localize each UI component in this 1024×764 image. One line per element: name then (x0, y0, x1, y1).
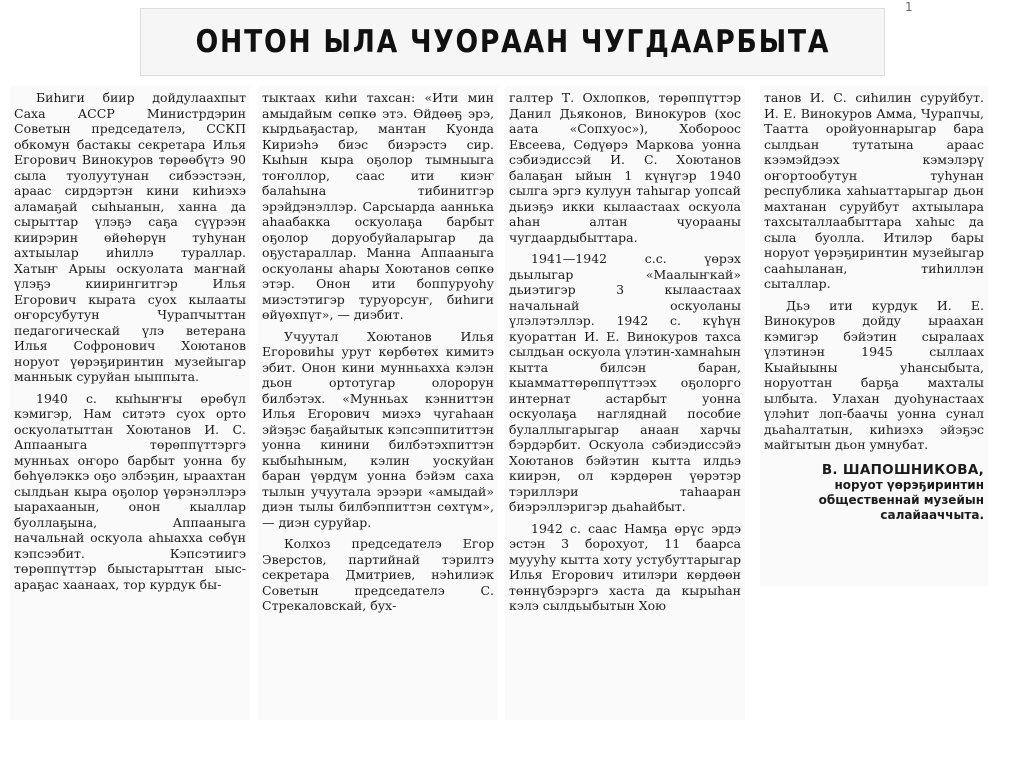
paragraph: танов И. С. сиһилин суруйбут. И. Е. Винокуров Амма, Чурапчы, Таатта оройуоннарыгар бара сылдьан тутатына араас кээмэйдээх кэмэлэрү оҥортообутун туһунан республика хаһыаттарыгар дьон махтанан суруйбут ахтыылара тахсыталлаабыттара хаһыс да сыла буолла. Итилэр бары норуот үөрэҕиринтин музейыгар сааһыланан, тиһиллэн сыталлар. (764, 90, 984, 291)
author-title-line: салайааччыта. (880, 507, 984, 522)
paragraph: 1940 с. кыһыҥҥы өрөбүл кэмигэр, Нам ситэтэ суох орто оскуолатыттан Хоютанов И. С. Аппааныга төрөппүттэргэ мунньах оҥоро барбыт уонна бу бөһүөлэккэ оҕо элбэҕин, ыраахтан сылдьан кыра оҕолор үөрэнэллэрэ ыарахаанын, онон кыаллар буоллаҕына, Аппааныга начальнай оскуола аһыахха сөбүн кэпсээбит. Кэпсэтиигэ төрөппүттэр быыстарыттан ыыс-араҕас хаанаах, тор курдук бы- (14, 390, 246, 592)
column-4 (760, 86, 988, 586)
page-number: 1 (905, 0, 913, 14)
author-name: В. ШАПОШНИКОВА, (821, 461, 984, 478)
column-3 (505, 86, 745, 720)
paragraph: галтер Т. Охлопков, төрөппүттэр Данил Дьяконов, Винокуров (хос аата «Сопхуос»), Хобороос Евсеева, Сөдүөрэ Маркова уонна сэбиэдиссэй И. С. Хоютанов балаҕан ыйын 1 күнүгэр 1940 сылга эргэ кулуун таһыгар уопсай дьиэҕэ икки кылаастаах оскуола аһан алтан чуорааны чугдаардыбыттара. (509, 90, 741, 245)
paragraph: Колхоз председателэ Егор Эверстов, партийнай тэрилтэ секретара Дмитриев, нэһилиэк Советын председателэ С. Стрекаловскай, бух- (262, 536, 494, 613)
author-signature (764, 463, 984, 523)
column-1 (10, 86, 250, 720)
paragraph: Биһиги биир дойдулаахпыт Саха АССР Министрдэрин Советын председателэ, ССКП обкомун бастакы секретара Илья Егорович Винокуров төрөөбүтэ 90 сыла туолуутунан сибээстээн, араас сирдэртэн кини киһиэхэ аламаҕай сыһыанын, ханна да сырыттар үлэҕэ саҕа сүүрээн киирэрин өйөһөрүн туһунан ахтыылар иһиллэ тураллар. Хатыҥ Арыы оскуолата маҥнай үлэҕэ киирингитгэр Илья Егорович кырата суох кылааты оҥорсубутун Чурапчыттан педагогическай үлэ ветерана Илья Софронович Хоютанов норуот үөрэҕиринтин музейыгар манньык суруйан ыыппыта. (14, 90, 246, 384)
author-title-line: общественнай музейын (818, 492, 984, 507)
article-headline (140, 8, 885, 76)
paragraph: Дьэ ити курдук И. Е. Винокуров дойду ыраахан кэмигэр бэйэтин сыралаах үлэтинэн 1945 сыллаах Кыайыыны уһансыбыта, норуоттан барҕа махталы ылбыта. Улахан дуоһунастаах үлэһит лоп-баачы уонна сунал дьаһалтатын, киһиэхэ эйэҕэс майгытын дьон умнубат. (764, 297, 984, 452)
paragraph: 1941—1942 с.с. үөрэх дьылыгар «Маалыҥкай» дьиэтигэр 3 кылаастаах начальнай оскуоланы үлэлэтэллэр. 1942 с. күһүн куораттан И. Е. Винокуров тахса сылдьан оскуола үлэтин-хамнаһын кытта билсэн баран, кыамматтөрөппүттээх оҕолорго интернат астарбыт уонна оскуолаҕа нагляднай пособие булаллыгарыгар анаан харчы бэрдэрбит. Оскуола сэбиэдиссэйэ Хоютанов бэйэтин кытта илдьэ киирэн, ол кэрдөрөн үөрэтэр тэриллэри таһааран биэрэллэригэр дьаһайбыт. (509, 251, 741, 514)
paragraph: тыктаах киһи тахсан: «Ити мин амыдайым сөпкө этэ. Өйдөөҕ эрэ, кырдьаҕастар, мантан Куонда Кириэһэ биэс биэрэстэ сир. Кыһын кыра оҕолор тымныыга тоҥоллор, саас ити киэҥ балаһына тибинитгэр эрэйдэнэллэр. Сарсыарда ааннька аһаабакка оскуолаҕа барбыт оҕолор доруобуйаларыгар да оҕустараллар. Манна Аппааныга оскуоланы аһары Хоютанов сөпкө этэр. Онон ити боппуруоһу миэстэтигэр туруорсуҥ, биһиги өйүөхпүт», — диэбит. (262, 90, 494, 322)
paragraph: Учуутал Хоютанов Илья Егоровиһы урут көрбөтөх кимитэ эбит. Онон кини мунньахха кэлэн дьон ортотугар олорорун билбэтэх. «Мунньах кэнниттэн Илья Егорович миэхэ чугаһаан эйэҕэс баҕайытык кэпсэппититтэн уонна кинини билбэтэхпиттэн кыбыһыным, кэлин уоскуйан баран үөрдүм уонна бэйэм саха тылын учуутала эрээри «амыдай» диэн тылы билбэппиттэн сөхтүм», — диэн суруйар. (262, 328, 494, 530)
author-title-line: норуот үөрэҕиринтин (834, 477, 984, 492)
paragraph: 1942 с. саас Намҕа өрүс эрдэ эстэн 3 борохуот, 11 баарса муууһу кытта хоту устубуттарыгар Илья Егорович итилэри көрдөөн төннүбэрэргэ хаста да кырыһан кэлэ сылдьыбытын Хою (509, 520, 741, 613)
headline-text: ОНТОН ЫЛА ЧУОРААН ЧУГДААРБЫТА (195, 24, 830, 60)
column-2 (258, 86, 498, 720)
